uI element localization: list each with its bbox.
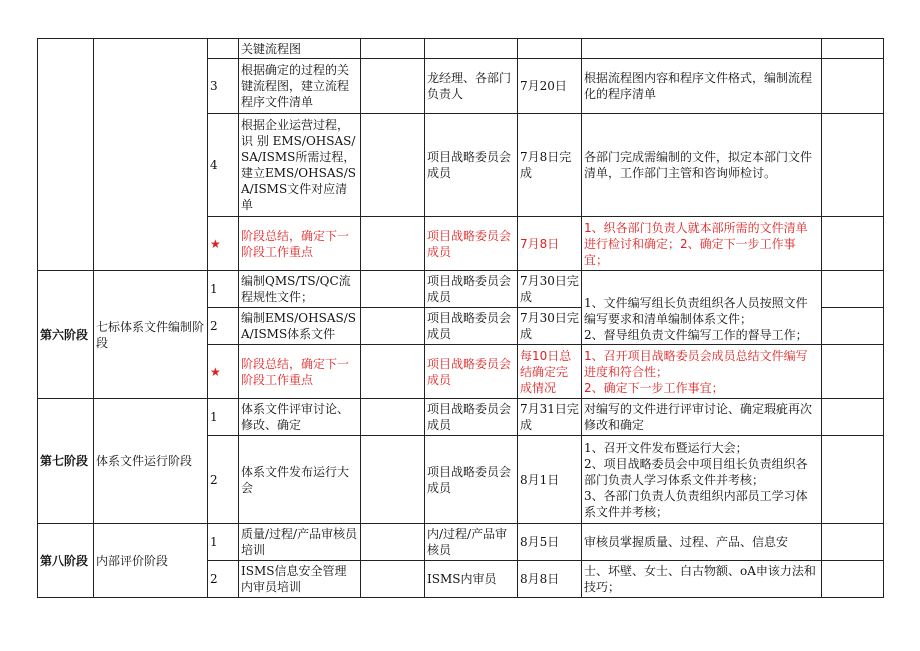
table-row [38,524,884,561]
star-icon: ★ [208,217,239,271]
remark-cell [822,345,884,399]
item-cell: 体系文件评审讨论、修改、确定 [239,399,361,436]
stage-cell: 第七阶段 [38,399,94,524]
stage-cell [38,39,94,271]
date-cell [518,39,582,59]
date-cell: 7月8日完成 [518,114,582,217]
blank-cell [361,561,425,598]
phase-cell: 体系文件运行阶段 [94,399,208,524]
owner-cell: 项目战略委员会成员 [425,345,518,399]
remark-cell [822,59,884,114]
blank-cell [361,114,425,217]
output-cell: 对编写的文件进行评审讨论、确定瑕疵再次修改和确定 [582,399,822,436]
item-cell: 关键流程图 [239,39,361,59]
item-cell: 编制EMS/OHSAS/SA/ISMS体系文件 [239,308,361,345]
no-cell: 1 [208,399,239,436]
blank-cell [361,217,425,271]
output-cell: 1、召开项目战略委员会成员总结文件编写进度和符合性； 2、确定下一步工作事宜； [582,345,822,399]
owner-cell [425,39,518,59]
item-cell: 阶段总结，确定下一阶段工作重点 [239,345,361,399]
owner-cell: 项目战略委员会成员 [425,114,518,217]
no-cell: 2 [208,308,239,345]
owner-cell: ISMS内审员 [425,561,518,598]
no-cell [208,39,239,59]
output-cell: 1、织各部门负责人就本部所需的文件清单进行检讨和确定；2、确定下一步工作事宜； [582,217,822,271]
date-cell: 8月1日 [518,436,582,524]
owner-cell: 内/过程/产品审核员 [425,524,518,561]
item-cell: 编制QMS/TS/QC流程规性文件； [239,271,361,308]
date-cell: 7月20日 [518,59,582,114]
no-cell: 1 [208,524,239,561]
phase-cell: 七标体系文件编制阶段 [94,271,208,399]
no-cell: 3 [208,59,239,114]
blank-cell [361,399,425,436]
blank-cell [361,271,425,308]
blank-cell [361,345,425,399]
date-cell: 8月5日 [518,524,582,561]
remark-cell [822,561,884,598]
output-cell: 各部门完成需编制的文件，拟定本部门文件清单，工作部门主管和咨询师检讨。 [582,114,822,217]
no-cell: 4 [208,114,239,217]
no-cell: 2 [208,436,239,524]
table-row [38,399,884,436]
remark-cell [822,399,884,436]
date-cell: 7月8日 [518,217,582,271]
item-cell: 根据确定的过程的关键流程图，建立流程程序文件清单 [239,59,361,114]
stage-cell: 第六阶段 [38,271,94,399]
date-cell: 7月31日完成 [518,399,582,436]
remark-cell [822,436,884,524]
blank-cell [361,436,425,524]
no-cell: 2 [208,561,239,598]
blank-cell [361,308,425,345]
table-row [38,39,884,59]
stage-cell: 第八阶段 [38,524,94,598]
remark-cell [822,39,884,59]
remark-cell [822,114,884,217]
owner-cell: 项目战略委员会成员 [425,308,518,345]
output-cell: 士、坏壁、女士、白古物额、oA申该力法和技巧； [582,561,822,598]
owner-cell: 项目战略委员会成员 [425,217,518,271]
output-cell: 1、文件编写组长负责组织各人员按照文件编写要求和清单编制体系文件； 2、督导组负责文件编写工作的督导工作； [582,271,822,345]
item-cell: 体系文件发布运行大会 [239,436,361,524]
owner-cell: 项目战略委员会成员 [425,436,518,524]
blank-cell [361,524,425,561]
blank-cell [361,39,425,59]
date-cell: 每10日总结确定完成情况 [518,345,582,399]
item-cell: 质量/过程/产品审核员培训 [239,524,361,561]
owner-cell: 龙经理、各部门负责人 [425,59,518,114]
owner-cell: 项目战略委员会成员 [425,271,518,308]
blank-cell [361,59,425,114]
remark-cell [822,271,884,308]
item-cell: ISMS信息安全管理内审员培训 [239,561,361,598]
phase-cell: 内部评价阶段 [94,524,208,598]
remark-cell [822,524,884,561]
output-cell [582,39,822,59]
remark-cell [822,308,884,345]
output-cell: 审核员掌握质量、过程、产品、信息安 [582,524,822,561]
item-cell: 阶段总结，确定下一阶段工作重点 [239,217,361,271]
phase-cell [94,39,208,271]
no-cell: 1 [208,271,239,308]
output-cell: 根据流程图内容和程序文件格式，编制流程化的程序清单 [582,59,822,114]
remark-cell [822,217,884,271]
item-cell: 根据企业运营过程，识 别 EMS/OHSAS/SA/ISMS所需过程，建立EMS/OHSAS/SA/ISMS文件对应清单 [239,114,361,217]
output-cell: 1、召开文件发布暨运行大会； 2、项目战略委员会中项目组长负责组织各部门负责人学习体系文件并考核； 3、各部门负责人负责组织内部员工学习体系文件并考核； [582,436,822,524]
date-cell: 8月8日 [518,561,582,598]
star-icon: ★ [208,345,239,399]
date-cell: 7月30日完成 [518,271,582,308]
table-row [38,271,884,308]
date-cell: 7月30日完成 [518,308,582,345]
owner-cell: 项目战略委员会成员 [425,399,518,436]
project-plan-table [37,38,884,598]
